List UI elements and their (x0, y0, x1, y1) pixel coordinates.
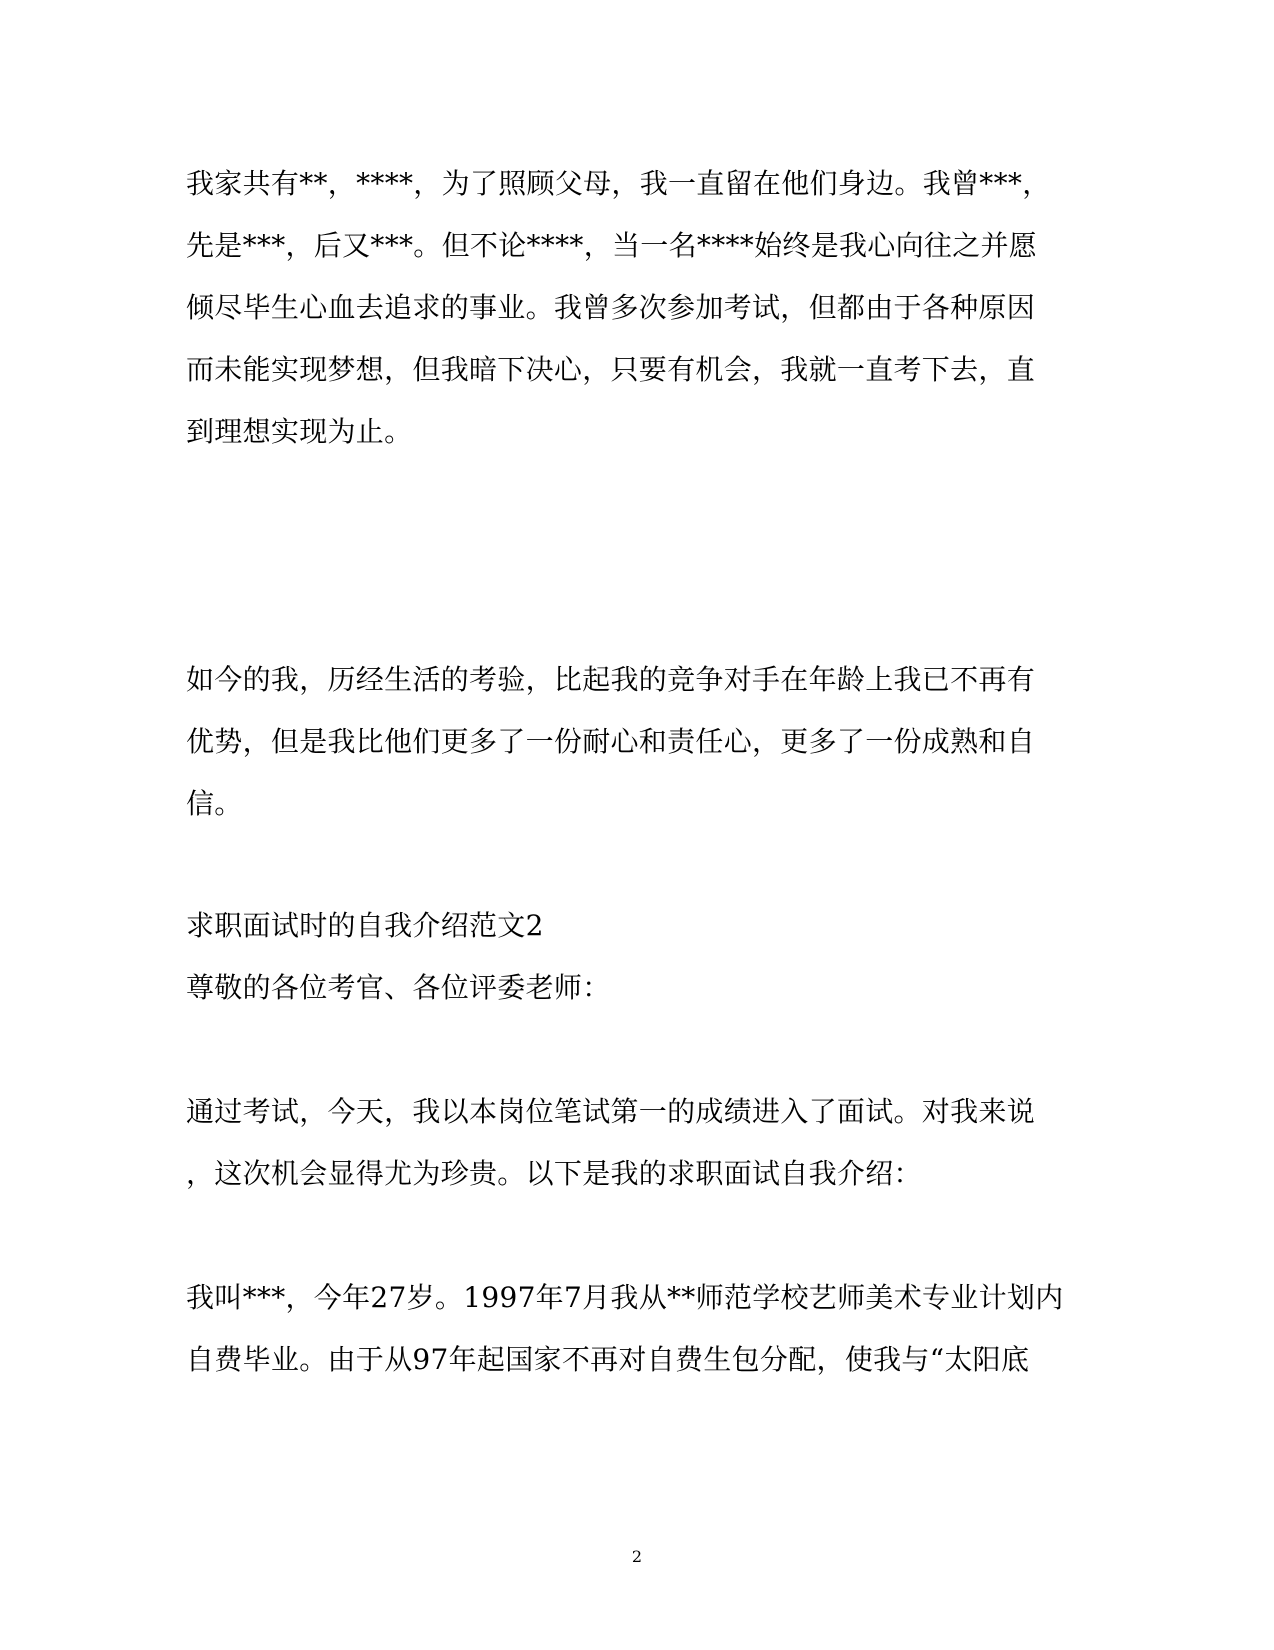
text-line: 倾尽毕生心血去追求的事业。我曾多次参加考试，但都由于各种原因 (186, 291, 1036, 324)
text-line: 通过考试，今天，我以本岗位笔试第一的成绩进入了面试。对我来说 (186, 1095, 1036, 1128)
text-line: 而未能实现梦想，但我暗下决心，只要有机会，我就一直考下去，直 (186, 353, 1036, 386)
greeting: 尊敬的各位考官、各位评委老师： (186, 971, 611, 1004)
text-line: 先是***，后又***。但不论****，当一名****始终是我心向往之并愿 (186, 229, 1038, 262)
text-line: ，这次机会显得尤为珍贵。以下是我的求职面试自我介绍： (186, 1157, 922, 1190)
text-line: 我叫***，今年27岁。1997年7月我从**师范学校艺师美术专业计划内 (186, 1281, 1064, 1314)
text-line: 如今的我，历经生活的考验，比起我的竞争对手在年龄上我已不再有 (186, 663, 1036, 696)
section-title: 求职面试时的自我介绍范文2 (186, 909, 544, 942)
page-number: 2 (631, 1547, 643, 1566)
text-line: 信。 (186, 787, 243, 820)
text-line: 我家共有**，****，为了照顾父母，我一直留在他们身边。我曾***， (186, 167, 1051, 200)
text-line: 到理想实现为止。 (186, 415, 413, 448)
text-line: 自费毕业。由于从97年起国家不再对自费生包分配，使我与“太阳底 (186, 1343, 1030, 1376)
text-line: 优势，但是我比他们更多了一份耐心和责任心，更多了一份成熟和自 (186, 725, 1036, 758)
